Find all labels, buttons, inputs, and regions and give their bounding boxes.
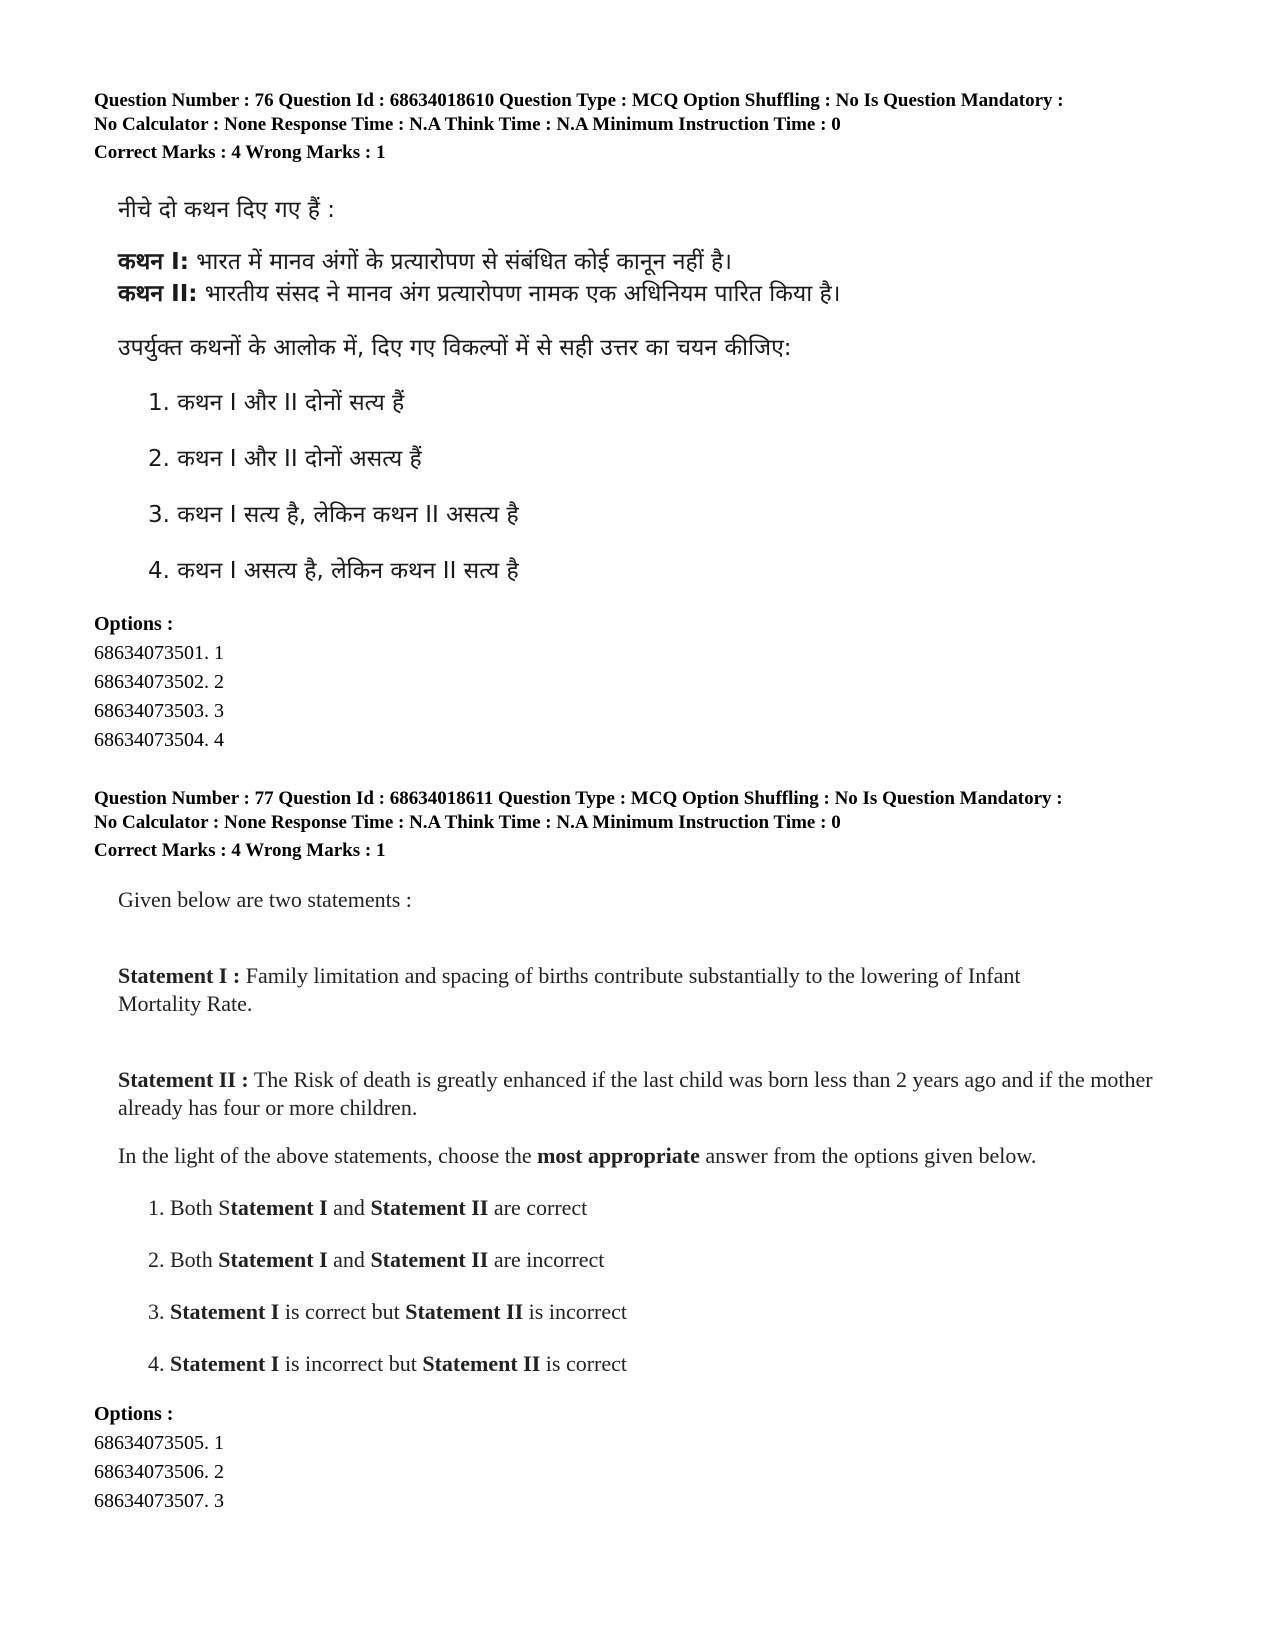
option-row: 68634073506. 2 xyxy=(94,1461,224,1483)
question-intro: Given below are two statements : xyxy=(118,887,412,912)
choice-3: 3. कथन I सत्य है, लेकिन कथन II असत्य है xyxy=(148,502,519,528)
question-instruction: उपर्युक्त कथनों के आलोक में, दिए गए विकल्पों में से सही उत्तर का चयन कीजिए: xyxy=(118,335,792,361)
options-title: Options : xyxy=(94,613,174,635)
statement-1-text: भारत में मानव अंगों के प्रत्यारोपण से संबंधित कोई कानून नहीं है। xyxy=(188,249,732,275)
statement-1 xyxy=(118,962,1078,1018)
choice-1: 1. Both Statement I and Statement II are correct xyxy=(148,1195,588,1220)
emphasis-text: most appropriate xyxy=(537,1143,700,1168)
question-76-options xyxy=(94,610,1214,755)
choice-4: 4. कथन I असत्य है, लेकिन कथन II सत्य है xyxy=(148,558,519,584)
option-row: 68634073502. 2 xyxy=(94,671,224,693)
statement-2-label: Statement II : xyxy=(118,1067,249,1092)
statement-2 xyxy=(118,1066,1158,1122)
statement-2-label: कथन II: xyxy=(118,281,198,307)
question-meta-line-2: No Calculator : None Response Time : N.A Think Time : N.A Minimum Instruction Time : 0 xyxy=(94,812,841,833)
option-row: 68634073503. 3 xyxy=(94,700,224,722)
question-instruction: In the light of the above statements, choose the most appropriate answer from the options given below. xyxy=(118,1143,1037,1168)
option-row: 68634073505. 1 xyxy=(94,1432,224,1454)
statement-1-label: Statement I : xyxy=(118,963,241,988)
statement-1-text: Family limitation and spacing of births contribute substantially to the lowering of Infant Mortality Rate. xyxy=(118,963,1021,1016)
statement-2 xyxy=(118,277,840,311)
question-intro: नीचे दो कथन दिए गए हैं : xyxy=(118,197,336,223)
question-77-options xyxy=(94,1400,1214,1516)
question-76-header xyxy=(94,89,1214,165)
choice-4: 4. Statement I is incorrect but Statement II is correct xyxy=(148,1351,628,1376)
option-row: 68634073504. 4 xyxy=(94,729,224,751)
question-77-body xyxy=(118,886,1178,1406)
question-76-body xyxy=(118,193,1178,613)
option-row: 68634073507. 3 xyxy=(94,1490,224,1512)
statement-2-text: The Risk of death is greatly enhanced if the last child was born less than 2 years ago and if the mother already has four or more children. xyxy=(118,1067,1153,1120)
option-row: 68634073501. 1 xyxy=(94,642,224,664)
question-meta-line-1: Question Number : 77 Question Id : 68634018611 Question Type : MCQ Option Shuffling : No Is Question Mandatory : xyxy=(94,788,1063,809)
choice-3: 3. Statement I is correct but Statement II is incorrect xyxy=(148,1299,628,1324)
choice-1: 1. कथन I और II दोनों सत्य हैं xyxy=(148,390,405,416)
choice-2: 2. Both Statement I and Statement II are incorrect xyxy=(148,1247,605,1272)
question-meta-line-2: No Calculator : None Response Time : N.A Think Time : N.A Minimum Instruction Time : 0 xyxy=(94,114,841,135)
statement-1 xyxy=(118,245,732,279)
question-77-header xyxy=(94,787,1214,863)
options-title: Options : xyxy=(94,1403,174,1425)
question-marks: Correct Marks : 4 Wrong Marks : 1 xyxy=(94,142,386,163)
question-marks: Correct Marks : 4 Wrong Marks : 1 xyxy=(94,840,386,861)
statement-2-text: भारतीय संसद ने मानव अंग प्रत्यारोपण नामक एक अधिनियम पारित किया है। xyxy=(197,281,841,307)
statement-1-label: कथन I: xyxy=(118,249,189,275)
choice-2: 2. कथन I और II दोनों असत्य हैं xyxy=(148,446,422,472)
question-meta-line-1: Question Number : 76 Question Id : 68634018610 Question Type : MCQ Option Shuffling : No Is Question Mandatory : xyxy=(94,90,1064,111)
